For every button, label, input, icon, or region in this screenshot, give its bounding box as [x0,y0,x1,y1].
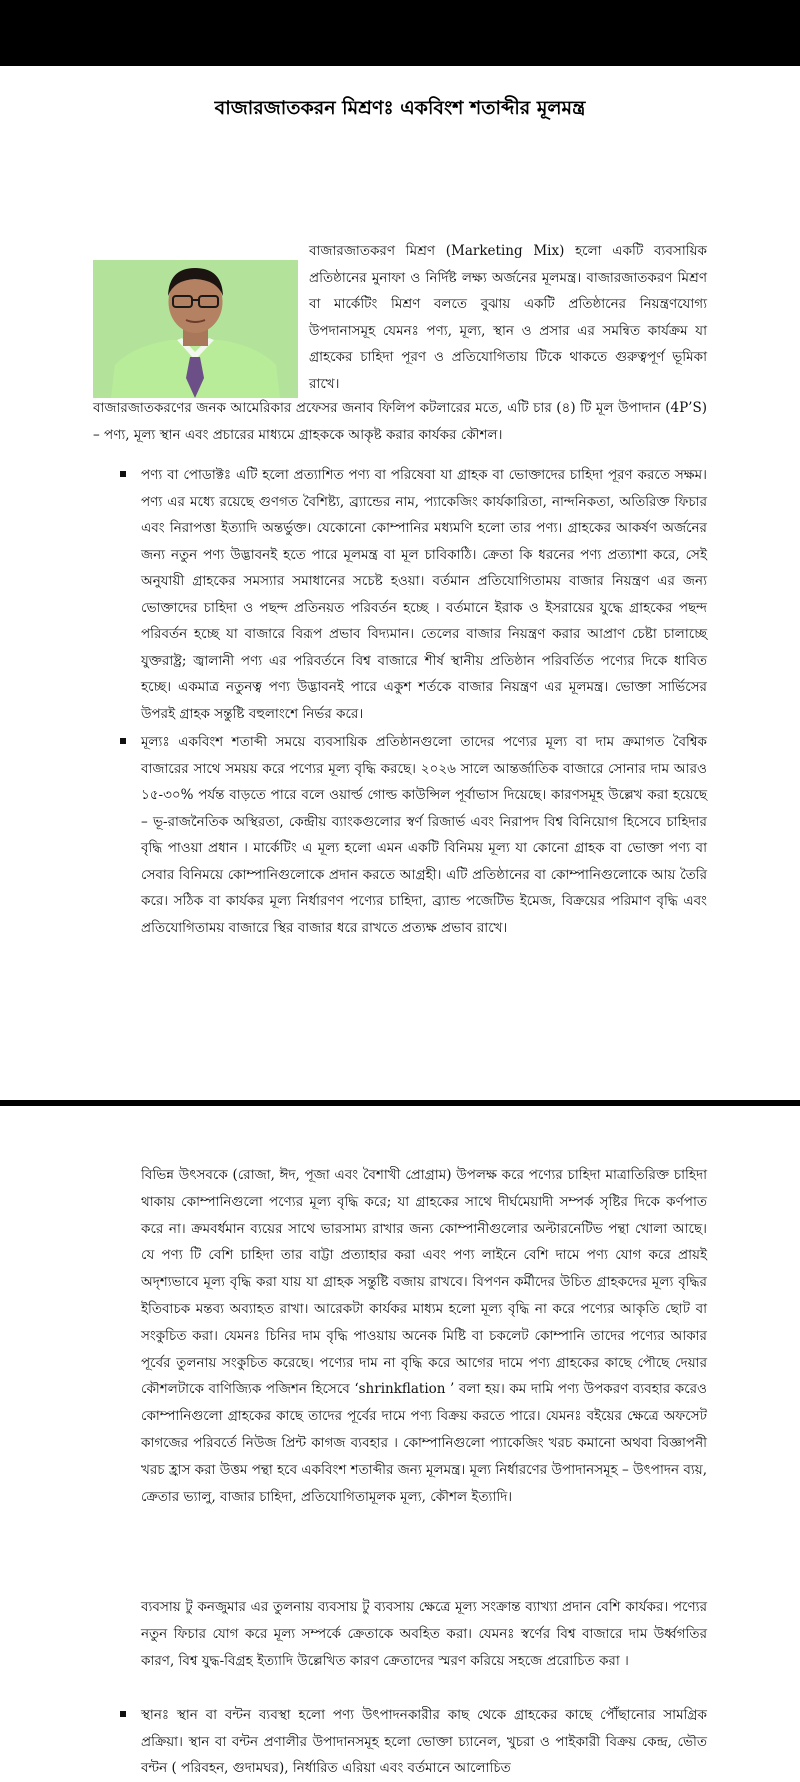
bullet-item-product [141,462,707,727]
bullet-item-price [141,729,707,941]
bullet-text: স্থানঃ স্থান বা বন্টন ব্যবস্থা হলো পণ্য উৎপাদনকারীর কাছ থেকে গ্রাহকের কাছে পৌঁছানোর সামগ্রিক প্রক্রিয়া। স্থান বা বন্টন প্রণালীর উপাদানসমূহ হলো ভোক্তা চ্যানেল, খুচরা ও পাইকারী বিক্রয় কেন্দ্র, ভৌত বন্টন ( পরিবহন, গুদামঘর), নির্ধারিত এরিয়া এবং বর্তমানে আলোচিত [141,1707,707,1776]
bullet-text: পণ্য বা পোডাক্টঃ এটি হলো প্রত্যাশিত পণ্য বা পরিষেবা যা গ্রাহক বা ভোক্তাদের চাহিদা পূরণ করতে সক্ষম। পণ্য এর মধ্যে রয়েছে গুণগত বৈশিষ্ট্য, ব্র্যান্ডের নাম, প্যাকেজিং কার্যকারিতা, নান্দনিকতা, অতিরিক্ত ফিচার এবং নিরাপত্তা ইত্যাদি অন্তর্ভুক্ত। যেকোনো কোম্পানির মধ্যমণি হলো তার পণ্য। গ্রাহকের আকর্ষণ অর্জনের জন্য নতুন পণ্য উদ্ভাবনই হতে পারে মূলমন্ত্র বা মূল চাবিকাঠি। ক্রেতা কি ধরনের পণ্য প্রত্যাশা করে, সেই অনুযায়ী গ্রাহকের সমস্যার সমাধানের সচেষ্ট হওয়া। বর্তমান প্রতিযোগিতাময় বাজার নিয়ন্ত্রণ এর জন্য ভোক্তাদের চাহিদা ও পছন্দ প্রতিনয়ত পরিবর্তন হচ্ছে । বর্তমানে ইরাক ও ইসরায়ের যুদ্ধে গ্রাহকের পছন্দ পরিবর্তন হচ্ছে যা বাজারে বিরূপ প্রভাব বিদ্যমান। তেলের বাজার নিয়ন্ত্রণ করার আপ্রাণ চেষ্টা চালাচ্ছে যুক্তরাষ্ট্র; জ্বালানী পণ্য এর পরিবর্তনে বিশ্ব বাজারে শীর্ষ স্থানীয় প্রতিষ্ঠান পরিবর্তিত পণ্যের দিকে ধাবিত হচ্ছে। একমাত্র নতুনত্ব পণ্য উদ্ভাবনই পারে একুশ শর্তকে বাজার নিয়ন্ত্রণ এর মূলমন্ত্র। ভোক্তা সার্ভিসের উপরই গ্রাহক সন্তুষ্টি বহুলাংশে নির্ভর করে। [141,467,707,722]
bullet-marker [120,738,126,744]
bullet-list-page-2 [141,1702,707,1782]
bullet-marker [120,471,126,477]
top-dark-band [0,0,800,66]
bullet-item-place [141,1702,707,1782]
page-2-paragraph: বিভিন্ন উৎসবকে (রোজা, ঈদ, পূজা এবং বৈশাখী প্রোগ্রাম) উপলক্ষ করে পণ্যের চাহিদা মাত্রাতিরিক্ত চাহিদা থাকায় কোম্পানিগুলো পণ্যের মূল্য বৃদ্ধি করে; যা গ্রাহকের সাথে দীর্ঘমেয়াদী সম্পর্ক সৃষ্টির দিকে কর্ণপাত করে না। ক্রমবর্ধমান ব্যয়ের সাথে ভারসাম্য রাখার জন্য কোম্পানীগুলোর অল্টারনেটিভ পন্থা খোলা আছে। যে পণ্য টি বেশি চাহিদা তার বাট্টা প্রত্যাহার করা এবং পণ্য লাইনে বেশি দামে পণ্য যোগ করে প্রায়ই অদৃশ্যভাবে মূল্য বৃদ্ধি করা যায় যা গ্রাহক সন্তুষ্টি বজায় রাখবে। বিপণন কর্মীদের উচিত গ্রাহকদের মূল্য বৃদ্ধির ইতিবাচক মন্তব্য অব্যাহত রাখা। আরেকটা কার্যকর মাধ্যম হলো মূল্য বৃদ্ধি না করে পণ্যের আকৃতি ছোট বা সংকুচিত করা। যেমনঃ চিনির দাম বৃদ্ধি পাওয়ায় অনেক মিষ্টি বা চকলেট কোম্পানি তাদের পণ্যের আকার পূর্বের তুলনায় সংকুচিত করেছে। পণ্যের দাম না বৃদ্ধি করে আগের দামে পণ্য গ্রাহকের কাছে পৌছে দেয়ার কৌশলটাকে বাণিজ্যিক পজিশন হিসেবে ‘shrinkflation ’ বলা হয়। কম দামি পণ্য উপকরণ ব্যবহার করেও কোম্পানিগুলো গ্রাহকের কাছে তাদের পূর্বের দামে পণ্য বিক্রয় করতে পারে। যেমনঃ বইয়ের ক্ষেত্রে অফসেট কাগজের পরিবর্তে নিউজ প্রিন্ট কাগজ ব্যবহার । কোম্পানিগুলো প্যাকেজিং খরচ কমানো অথবা বিজ্ঞাপনী খরচ হ্রাস করা উত্তম পন্থা হবে একবিংশ শতাব্দীর জন্য মূলমন্ত্র। মূল্য নির্ধারণের উপাদানসমূহ – উৎপাদন ব্যয়, ক্রেতার ভ্যালু, বাজার চাহিদা, প্রতিযোগিতামূলক মূল্য, কৌশল ইত্যাদি। [141,1167,707,1505]
document-title: বাজারজাতকরন মিশ্রণঃ একবিংশ শতাব্দীর মূলমন্ত্র [214,97,586,119]
bullet-text: মূল্যঃ একবিংশ শতাব্দী সময়ে ব্যবসায়িক প্রতিষ্ঠানগুলো তাদের পণ্যের মূল্য বা দাম ক্রমাগত বৈশ্বিক বাজারের সাথে সময়য় করে পণ্যের মূল্য বৃদ্ধি করছে। ২০২৬ সালে আন্তর্জাতিক বাজারে সোনার দাম আরও ১৫-৩০% পর্যন্ত বাড়তে পারে বলে ওয়ার্ল্ড গোল্ড কাউন্সিল পূর্বাভাস দিয়েছে। কারণসমূহ উল্লেখ করা হয়েছে – ভূ-রাজনৈতিক অস্থিরতা, কেন্দ্রীয় ব্যাংকগুলোর স্বর্ণ রিজার্ভ এবং নিরাপদ বিশ্ব বিনিয়োগ হিসেবে চাহিদার বৃদ্ধি পাওয়া প্রধান । মার্কেটিং এ মূল্য হলো এমন একটি বিনিময় মূল্য যা কোনো গ্রাহক বা ভোক্তা পণ্য বা সেবার বিনিময়ে কোম্পানিগুলোকে প্রদান করতে আগ্রহী। এটি প্রতিষ্ঠানের বা কোম্পানিগুলোকে আয় তৈরি করে। সঠিক বা কার্যকর মূল্য নির্ধারণণ পণ্যের চাহিদা, ব্র্যান্ড পজেটিভ ইমেজ, বিক্রয়ের পরিমাণ বৃদ্ধি এবং প্রতিযোগিতাময় বাজারে স্থির বাজার ধরে রাখতে প্রত্যক্ষ প্রভাব রাখে। [141,734,707,936]
author-photo [93,260,298,398]
page-2-paragraph-2: ব্যবসায় টু কনজুমার এর তুলনায় ব্যবসায় টু ব্যবসায় ক্ষেত্রে মূল্য সংক্রান্ত ব্যাখ্যা প্রদান বেশি কার্যকর। পণ্যের নতুন ফিচার যোগ করে মূল্য সম্পর্কে ক্রেতাকে অবহিত করা। যেমনঃ স্বর্ণের বিশ্ব বাজারে দাম উর্ধ্বগতির কারণ, বিশ্ব যুদ্ধ-বিগ্রহ ইত্যাদি উল্লেখিত কারণ ক্রেতাদের স্মরণ করিয়ে সহজে প্ররোচিত করা । [141,1599,707,1669]
intro-paragraph: বাজারজাতকরণ মিশ্রণ (Marketing Mix) হলো একটি ব্যবসায়িক প্রতিষ্ঠানের মুনাফা ও নির্দিষ্ট লক্ষ্য অর্জনের মূলমন্ত্র। বাজারজাতকরণ মিশ্রণ বা মার্কেটিং মিশ্রণ বলতে বুঝায় একটি প্রতিষ্ঠানের নিয়ন্ত্রণযোগ্য উপদানাসমূহ যেমনঃ পণ্য, মূল্য, স্থান ও প্রসার এর সমন্বিত কার্যক্রম যা গ্রাহকের চাহিদা পূরণ ও প্রতিযোগিতায় টিকে থাকতে গুরুত্বপূর্ণ ভূমিকা রাখে। [309,243,707,392]
bullet-marker [120,1711,126,1717]
intro-paragraph-continued: বাজারজাতকরণের জনক আমেরিকার প্রফেসর জনাব ফিলিপ কটলারের মতে, এটি চার (৪) টি মূল উপাদান (4P’S) – পণ্য, মূল্য স্থান এবং প্রচারের মাধ্যমে গ্রাহককে আকৃষ্ট করার কার্যকর কৌশল। [93,400,707,443]
bullet-list-page-1 [141,462,707,941]
